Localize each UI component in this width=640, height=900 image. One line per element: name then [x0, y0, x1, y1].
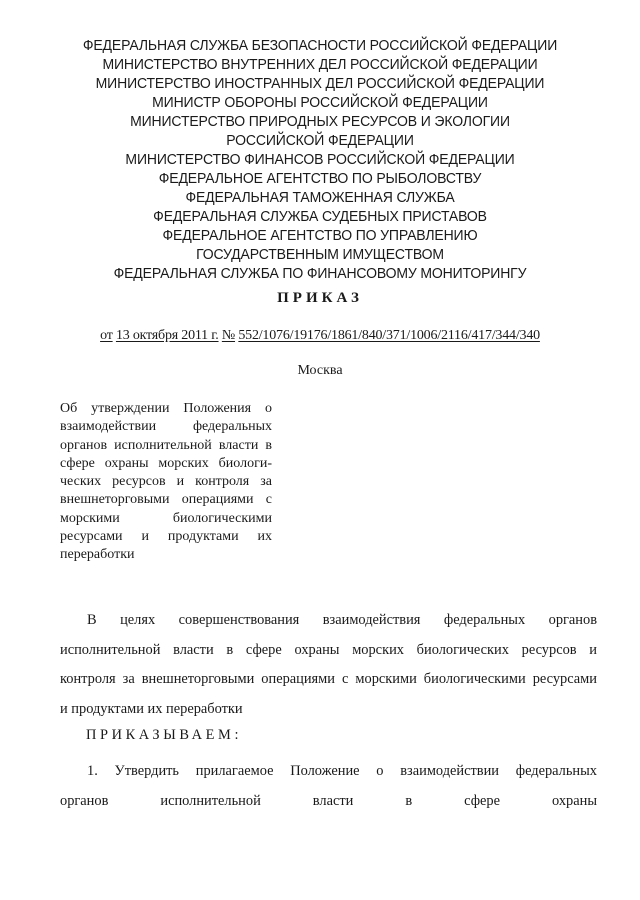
authority-line: МИНИСТЕРСТВО ПРИРОДНЫХ РЕСУРСОВ И ЭКОЛОГИИ [130, 114, 510, 130]
order-date-prefix: от [100, 328, 113, 343]
authority-line: МИНИСТЕРСТВО ФИНАНСОВ РОССИЙСКОЙ ФЕДЕРАЦИИ [125, 152, 515, 168]
subject-line: ресурсами и продуктами их [60, 529, 272, 545]
subject-line: переработки [60, 547, 135, 563]
subject-line: ческих ресурсов и контроля за [60, 474, 272, 490]
issuing-authorities [13, 37, 627, 284]
order-date: 13 октября 2011 г. [115, 328, 219, 343]
preamble-paragraph [60, 606, 597, 724]
order-subject [60, 400, 272, 565]
authority-line: МИНИСТР ОБОРОНЫ РОССИЙСКОЙ ФЕДЕРАЦИИ [152, 95, 488, 111]
subject-line: морскими биологическими [60, 510, 272, 526]
paragraph-line: В целях совершенствования взаимодействия федеральных органов [87, 612, 597, 628]
subject-line: Об утверждении Положения о [60, 401, 272, 416]
subject-line: взаимодействии федеральных [60, 419, 272, 435]
authority-line: ФЕДЕРАЛЬНАЯ СЛУЖБА БЕЗОПАСНОСТИ РОССИЙСКОЙ ФЕДЕРАЦИИ [82, 38, 558, 54]
order-date-line [0, 328, 640, 344]
paragraph-line: 1. Утвердить прилагаемое Положение о взаимодействии федеральных [87, 763, 597, 779]
order-number: 552/1076/19176/1861/840/371/1006/2116/417/344/340 [238, 328, 540, 343]
authority-line: РОССИЙСКОЙ ФЕДЕРАЦИИ [226, 133, 414, 149]
authority-line: ФЕДЕРАЛЬНОЕ АГЕНТСТВО ПО УПРАВЛЕНИЮ [162, 228, 478, 244]
authority-line: ФЕДЕРАЛЬНАЯ СЛУЖБА СУДЕБНЫХ ПРИСТАВОВ [153, 209, 487, 225]
subject-line: органов исполнительной власти в [60, 437, 272, 453]
authority-line: ГОСУДАРСТВЕННЫМ ИМУЩЕСТВОМ [196, 247, 444, 263]
authority-line: ФЕДЕРАЛЬНОЕ АГЕНТСТВО ПО РЫБОЛОВСТВУ [158, 171, 482, 187]
issue-city: Москва [297, 363, 343, 378]
paragraph-line: исполнительной власти в сфере охраны морских биологических ресурсов и [60, 641, 597, 658]
subject-line: внешнеторговыми операциями с [60, 492, 272, 508]
authority-line: МИНИСТЕРСТВО ВНУТРЕННИХ ДЕЛ РОССИЙСКОЙ ФЕДЕРАЦИИ [102, 57, 538, 73]
subject-line: сфере охраны морских биологи- [60, 455, 272, 471]
order-title: ПРИКАЗ [277, 290, 363, 306]
authority-line: ФЕДЕРАЛЬНАЯ ТАМОЖЕННАЯ СЛУЖБА [185, 190, 455, 206]
authority-line: ФЕДЕРАЛЬНАЯ СЛУЖБА ПО ФИНАНСОВОМУ МОНИТОРИНГУ [113, 266, 527, 282]
decree-word: ПРИКАЗЫВАЕМ: [86, 727, 243, 743]
order-number-sign: № [221, 328, 236, 343]
order-item-1 [60, 757, 597, 816]
paragraph-line: и продуктами их переработки [60, 700, 243, 717]
paragraph-line: органов исполнительной власти в сфере охраны [60, 792, 597, 809]
authority-line: МИНИСТЕРСТВО ИНОСТРАННЫХ ДЕЛ РОССИЙСКОЙ ФЕДЕРАЦИИ [95, 76, 545, 92]
paragraph-line: контроля за внешнеторговыми операциями с морскими биологическими ресурсами [60, 671, 597, 687]
